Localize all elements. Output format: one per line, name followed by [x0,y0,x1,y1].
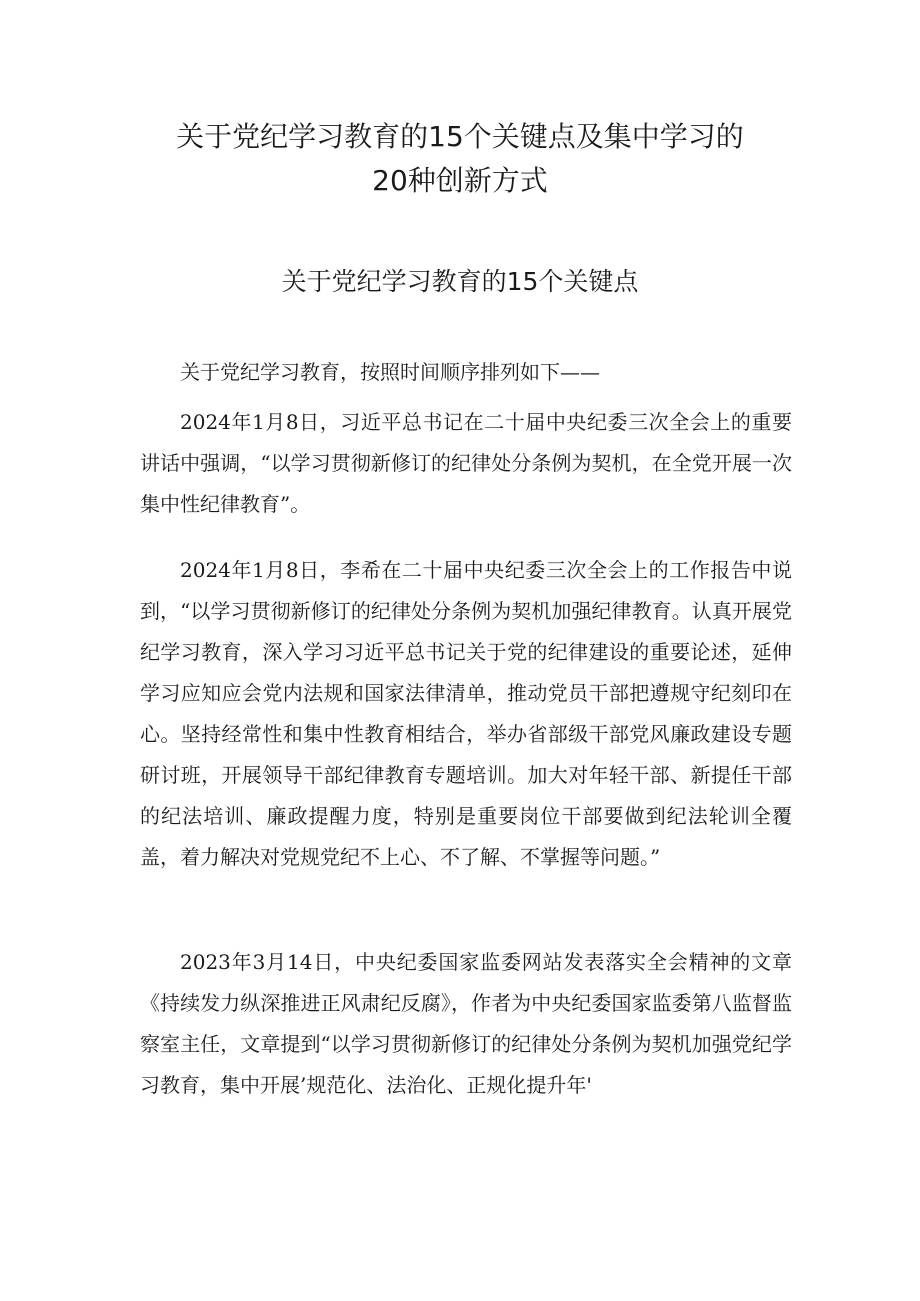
document-title-line-1: 关于党纪学习教育的15个关键点及集中学习的 [176,120,744,153]
paragraph-intro: 关于党纪学习教育，按照时间顺序排列如下—— [180,360,600,384]
paragraph-2024-01-08-speech: 2024年1月8日，习近平总书记在二十届中央纪委三次全会上的重要讲话中强调，“以学习贯彻新修订的纪律处分条例为契机，在全党开展一次集中性纪律教育”。 [140,410,792,516]
document-title [130,115,790,203]
document-title-line-2: 20种创新方式 [372,164,548,197]
section-title: 关于党纪学习教育的15个关键点 [281,267,639,296]
paragraph-2023-03-14-article: 2023年3月14日，中央纪委国家监委网站发表落实全会精神的文章《持续发力纵深推进正风肃纪反腐》，作者为中央纪委国家监委第八监督监察室主任，文章提到“以学习贯彻新修订的纪律处分条例为契机加强党纪学习教育，集中开展’规范化、法治化、正规化提升年' [140,950,792,1097]
paragraph-2024-01-08-report: 2024年1月8日，李希在二十届中央纪委三次全会上的工作报告中说到，“以学习贯彻新修订的纪律处分条例为契机加强纪律教育。认真开展党纪学习教育，深入学习习近平总书记关于党的纪律建设的重要论述，延伸学习应知应会党内法规和国家法律清单，推动党员干部把遵规守纪刻印在心。坚持经常性和集中性教育相结合，举办省部级干部党风廉政建设专题研讨班，开展领导干部纪律教育专题培训。加大对年轻干部、新提任干部的纪法培训、廉政提醒力度，特别是重要岗位干部要做到纪法轮训全覆盖，着力解决对党规党纪不上心、不了解、不掌握等问题。” [140,558,792,869]
